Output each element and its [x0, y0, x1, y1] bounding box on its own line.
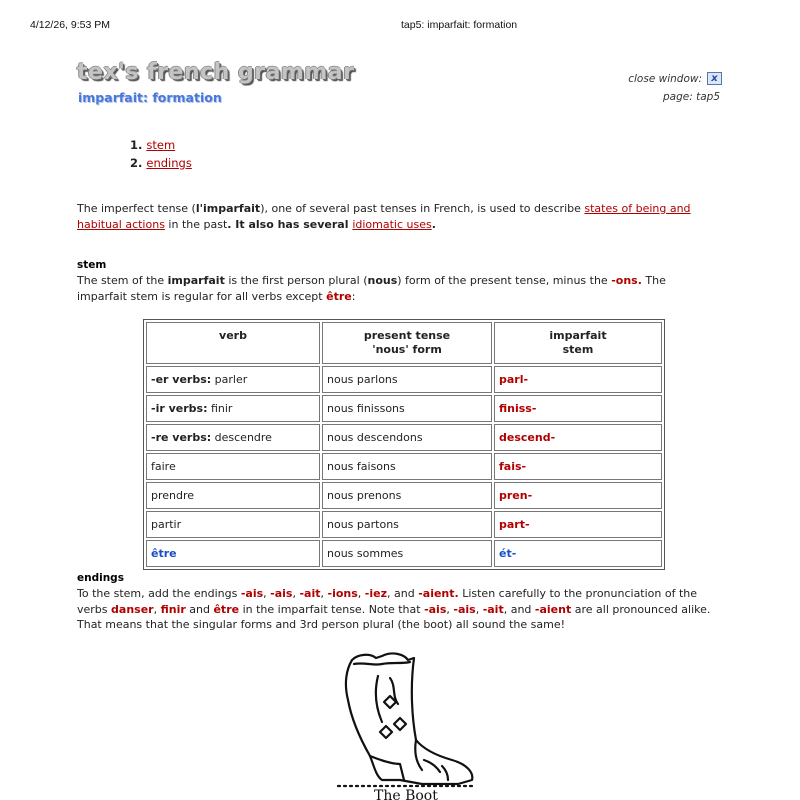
verb-cell: -re verbs: descendre	[146, 424, 320, 451]
page-title: imparfait: formation	[78, 90, 222, 105]
table-row	[146, 424, 662, 451]
endings-heading: endings	[77, 572, 124, 584]
present-cell: nous partons	[322, 511, 492, 538]
header-present: present tense 'nous' form	[322, 322, 492, 364]
toc-link-endings[interactable]: endings	[146, 156, 192, 170]
verb-cell: être	[146, 540, 320, 567]
header-verb: verb	[146, 322, 320, 364]
header-stem: imparfait stem	[494, 322, 662, 364]
page-id: page: tap5	[663, 91, 720, 103]
table-header-row	[146, 322, 662, 364]
verb-cell: -er verbs: parler	[146, 366, 320, 393]
print-title: tap5: imparfait: formation	[401, 19, 518, 31]
table-row	[146, 511, 662, 538]
print-date: 4/12/26, 9:53 PM	[30, 19, 110, 31]
stem-cell: finiss-	[494, 395, 662, 422]
close-window[interactable]	[628, 72, 722, 85]
toc-item-endings	[130, 154, 192, 172]
stem-cell: parl-	[494, 366, 662, 393]
stem-cell: pren-	[494, 482, 662, 509]
present-cell: nous parlons	[322, 366, 492, 393]
present-cell: nous finissons	[322, 395, 492, 422]
toc-number: 1.	[130, 138, 143, 152]
close-window-label: close window:	[628, 72, 702, 85]
toc-link-stem[interactable]: stem	[146, 138, 176, 152]
stem-cell: part-	[494, 511, 662, 538]
stem-cell: descend-	[494, 424, 662, 451]
stem-heading: stem	[77, 259, 107, 271]
present-cell: nous descendons	[322, 424, 492, 451]
link-states-of-being[interactable]: states of being and habitual actions	[77, 202, 691, 231]
present-cell: nous sommes	[322, 540, 492, 567]
verb-cell: prendre	[146, 482, 320, 509]
stem-paragraph: The stem of the imparfait is the first person plural (nous) form of the present tense, minus the -ons. The imparfait stem is regular for all verbs except être:	[77, 274, 666, 303]
table-row	[146, 482, 662, 509]
stem-cell: ét-	[494, 540, 662, 567]
site-logo[interactable]: tex's french grammar	[77, 60, 355, 85]
table-row	[146, 395, 662, 422]
table-row	[146, 540, 662, 567]
intro-paragraph: The imperfect tense (l'imparfait), one of several past tenses in French, is used to describe states of being and habitual actions in the past. It also has several idiomatic uses.	[77, 202, 691, 231]
print-header	[0, 19, 800, 33]
close-icon[interactable]: x	[707, 72, 722, 85]
toc-number: 2.	[130, 156, 143, 170]
verb-cell: partir	[146, 511, 320, 538]
verb-cell: faire	[146, 453, 320, 480]
stem-cell: fais-	[494, 453, 662, 480]
table-row	[146, 453, 662, 480]
link-idiomatic-uses[interactable]: idiomatic uses	[352, 217, 432, 231]
boot-caption: The Boot	[374, 788, 438, 800]
table-row	[146, 366, 662, 393]
present-cell: nous prenons	[322, 482, 492, 509]
present-cell: nous faisons	[322, 453, 492, 480]
stem-table	[143, 319, 665, 570]
toc-item-stem	[130, 136, 192, 154]
table-of-contents	[130, 136, 192, 172]
verb-cell: -ir verbs: finir	[146, 395, 320, 422]
endings-paragraph: To the stem, add the endings -ais, -ais, -ait, -ions, -iez, and -aient. Listen carefully to the pronunciation of the verbs danser, finir and être in the imparfait tense. Note that -ais, -ais, -ait, and -aient are all pronounced alike. That means that the singular forms and 3rd person plural (the boot) all sound the same!	[77, 587, 711, 631]
boot-illustration	[330, 648, 480, 800]
